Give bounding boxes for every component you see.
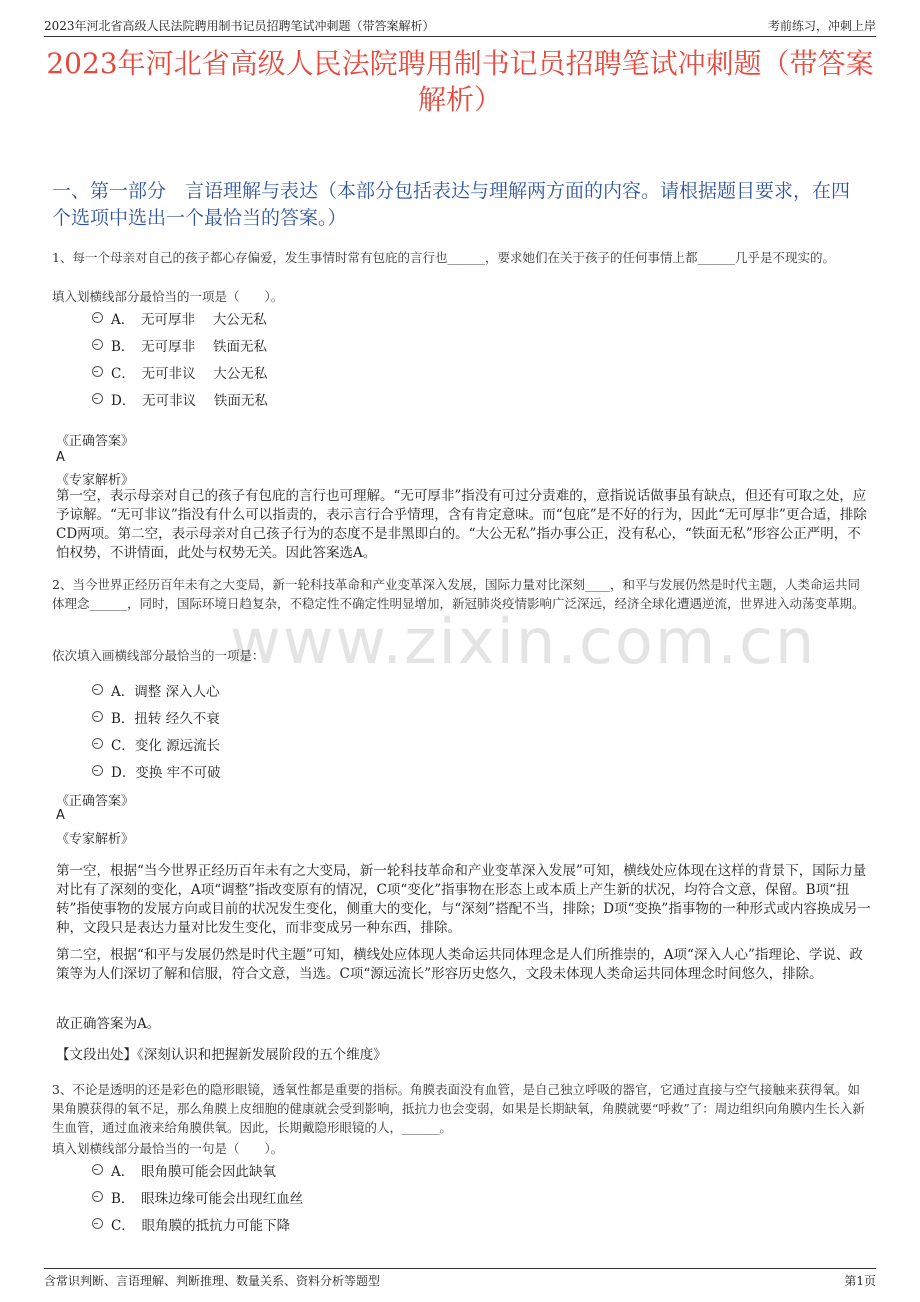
option-a[interactable]: [92, 1156, 303, 1183]
option-a[interactable]: [92, 304, 268, 331]
option-label: D．变换 牢不可破: [111, 764, 221, 781]
header-title: 2023年河北省高级人民法院聘用制书记员招聘笔试冲刺题（带答案解析）: [44, 19, 435, 33]
answer-value: A: [56, 450, 65, 465]
option-b[interactable]: [92, 1183, 303, 1210]
page-footer: [44, 1268, 876, 1289]
radio-icon[interactable]: [92, 1218, 103, 1229]
question-1-stem: 1、每一个母亲对自己的孩子都心存偏爱，发生事情时常有包庇的言行也______，要求她们在关于孩子的任何事情上都______几乎是不现实的。: [52, 250, 835, 265]
question-3-prompt: 填入划横线部分最恰当的一句是（ ）。: [52, 1141, 284, 1156]
question-2-options: [92, 676, 221, 784]
option-a[interactable]: [92, 676, 221, 703]
option-label: C．变化 源远流长: [111, 737, 221, 754]
question-2-source: 【文段出处】《深刻认识和把握新发展阶段的五个维度》: [56, 1047, 387, 1063]
radio-icon[interactable]: [92, 339, 103, 350]
answer-value: A: [56, 808, 65, 823]
option-label: B．扭转 经久不衰: [111, 710, 220, 727]
radio-icon[interactable]: [92, 738, 103, 749]
answer-label: 《正确答案》: [56, 434, 135, 449]
question-3-stem: 3、不论是透明的还是彩色的隐形眼镜，透氧性都是重要的指标。角膜表面没有血管，是自己独立呼吸的器官，它通过直接与空气接触来获得氧。如果角膜获得的氧不足，那么角膜上皮细胞的健康就会受到影响，抵抗力也会变弱，如果是长期缺氧，角膜就要“呼救”了：周边组织向角膜内生长入新生血管，通过血液来给角膜供氧。因此，长期戴隐形眼镜的人，______。: [52, 1082, 865, 1135]
question-2-stem: 2、当今世界正经历百年未有之大变局，新一轮科技革命和产业变革深入发展，国际力量对比深刻____，和平与发展仍然是时代主题，人类命运共同体理念______，同时，国际环境日趋复杂，不稳定性不确定性明显增加，新冠肺炎疫情影响广泛深远，经济全球化遭遇逆流，世界进入动荡变革期。: [52, 577, 865, 611]
question-3-options: [92, 1156, 303, 1237]
option-label: A． 无可厚非 大公无私: [111, 311, 267, 328]
option-label: C． 眼角膜的抵抗力可能下降: [111, 1217, 291, 1234]
radio-icon[interactable]: [92, 711, 103, 722]
option-label: A． 眼角膜可能会因此缺氧: [111, 1163, 276, 1180]
option-label: A．调整 深入人心: [111, 683, 220, 700]
question-2-analysis-p1: 第一空，根据“当今世界正经历百年未有之大变局，新一轮科技革命和产业变革深入发展”可知，横线处应体现在这样的背景下，国际力量对比有了深刻的变化，A项“调整”指改变原有的情况，C项“变化”指事物在形态上或本质上产生新的状况，均符合文意，保留。B项“扭转”指使事物的发展方向或目前的状况发生变化，侧重大的变化，与“深刻”搭配不当，排除；D项“变换”指事物的一种形式或内容换成另一种，文段只是表达力量对比发生变化，而非变成另一种东西，排除。: [56, 863, 871, 936]
question-2-analysis-p2: 第二空，根据“和平与发展仍然是时代主题”可知，横线处应体现人类命运共同体理念是人们所推崇的，A项“深入人心”指理论、学说、政策等为人们深切了解和信服，符合文意，当选。C项“源远流长”形容历史悠久，文段未体现人类命运共同体理念时间悠久，排除。: [56, 947, 863, 982]
option-label: C． 无可非议 大公无私: [111, 365, 268, 382]
option-c[interactable]: [92, 730, 221, 757]
option-label: D． 无可非议 铁面无私: [111, 392, 268, 409]
radio-icon[interactable]: [92, 684, 103, 695]
question-2-analysis-p3: 故正确答案为A。: [56, 1016, 161, 1032]
radio-icon[interactable]: [92, 1164, 103, 1175]
radio-icon[interactable]: [92, 765, 103, 776]
option-d[interactable]: [92, 757, 221, 784]
radio-icon[interactable]: [92, 393, 103, 404]
page-number: 第1页: [844, 1274, 876, 1288]
question-1-analysis: 第一空，表示母亲对自己的孩子有包庇的言行也可理解。“无可厚非”指没有可过分责难的，意指说话做事虽有缺点，但还有可取之处，应予谅解。“无可非议”指没有什么可以指责的，表示言行合乎情理，含有肯定意味。而“包庇”是不好的行为，因此“无可厚非”更合适，排除CD两项。第二空，表示母亲对自己孩子行为的态度不是非黑即白的。“大公无私”指办事公正，没有私心，“铁面无私”形容公正严明，不怕权势，不讲情面，此处与权势无关。因此答案选A。: [56, 488, 867, 561]
document-title: 2023年河北省高级人民法院聘用制书记员招聘笔试冲刺题（带答案解析）: [46, 47, 874, 116]
question-2-prompt: 依次填入画横线部分最恰当的一项是：: [52, 648, 265, 663]
footer-note: 含常识判断、言语理解、判断推理、数量关系、资料分析等题型: [44, 1274, 381, 1288]
option-b[interactable]: [92, 703, 221, 730]
question-1-prompt: 填入划横线部分最恰当的一项是（ ）。: [52, 289, 284, 304]
watermark: www.zixin.com.cn: [230, 605, 817, 678]
option-b[interactable]: [92, 331, 268, 358]
option-d[interactable]: [92, 385, 268, 412]
option-c[interactable]: [92, 1210, 303, 1237]
header-slogan: 考前练习，冲刺上岸: [767, 19, 876, 33]
question-1-options: [92, 304, 268, 412]
option-label: B． 眼珠边缘可能会出现红血丝: [111, 1190, 304, 1207]
radio-icon[interactable]: [92, 312, 103, 323]
analysis-label: 《专家解析》: [56, 832, 135, 847]
analysis-label: 《专家解析》: [56, 473, 135, 488]
radio-icon[interactable]: [92, 366, 103, 377]
option-label: B． 无可厚非 铁面无私: [111, 338, 267, 355]
answer-label: 《正确答案》: [56, 794, 135, 809]
section-heading: 一、第一部分 言语理解与表达（本部分包括表达与理解两方面的内容。请根据题目要求，在四个选项中选出一个最恰当的答案。）: [52, 180, 851, 229]
radio-icon[interactable]: [92, 1191, 103, 1202]
page-header: [44, 12, 876, 37]
option-c[interactable]: [92, 358, 268, 385]
